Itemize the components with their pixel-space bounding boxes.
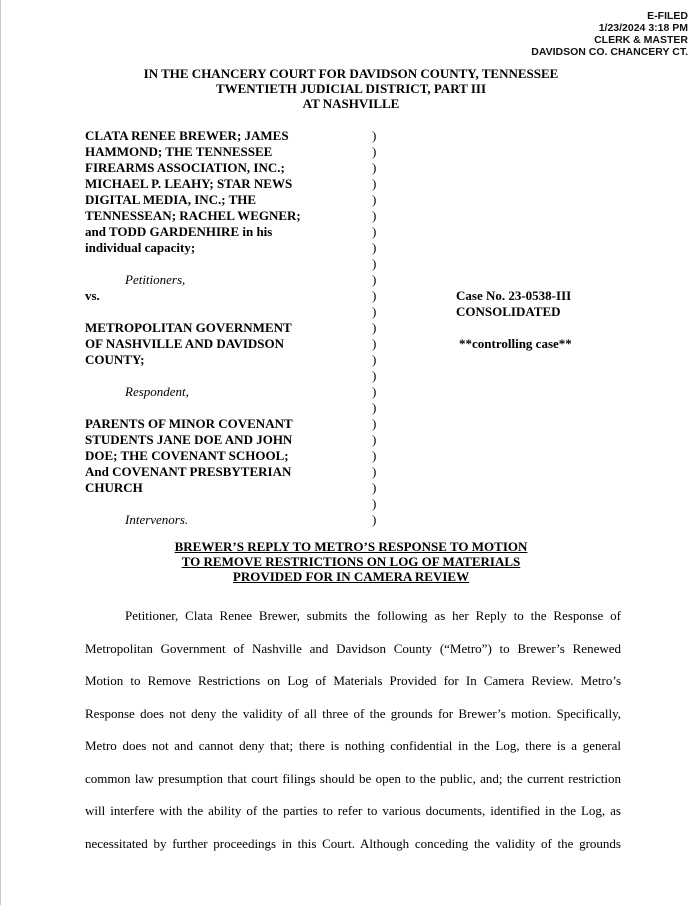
respondent-line: COUNTY; xyxy=(85,352,145,367)
spacer xyxy=(85,400,365,416)
caption-paren: ) xyxy=(372,432,377,447)
stamp-line: E-FILED xyxy=(647,10,688,22)
document-title-line: PROVIDED FOR IN CAMERA REVIEW xyxy=(232,569,470,584)
body-line: Petitioner, Clata Renee Brewer, submits the following as her Reply to the Response of xyxy=(125,608,621,623)
caption-paren: ) xyxy=(372,448,377,463)
spacer xyxy=(85,256,365,272)
petitioner-line: HAMMOND; THE TENNESSEE xyxy=(85,144,273,159)
caption-paren-column xyxy=(372,128,382,528)
body-line: common law presumption that court filings should be open to the public, and; the current restriction xyxy=(85,770,621,786)
caption-paren: ) xyxy=(372,288,377,303)
court-header-line: TWENTIETH JUDICIAL DISTRICT, PART III xyxy=(215,81,487,96)
caption-paren: ) xyxy=(372,352,377,367)
versus: vs. xyxy=(85,288,100,303)
caption-paren: ) xyxy=(372,336,377,351)
petitioner-line: DIGITAL MEDIA, INC.; THE xyxy=(85,192,257,207)
stamp-line: DAVIDSON CO. CHANCERY CT. xyxy=(531,46,688,58)
spacer xyxy=(85,368,365,384)
intervenor-line: PARENTS OF MINOR COVENANT xyxy=(85,416,293,431)
stamp-line: CLERK & MASTER xyxy=(594,34,688,46)
intervenor-line: STUDENTS JANE DOE AND JOHN xyxy=(85,432,293,447)
document-title-line: TO REMOVE RESTRICTIONS ON LOG OF MATERIALS xyxy=(181,554,521,569)
caption-paren: ) xyxy=(372,320,377,335)
controlling-case-label: **controlling case** xyxy=(459,336,572,351)
caption-paren: ) xyxy=(372,208,377,223)
body-line: Motion to Remove Restrictions on Log of Materials Provided for In Camera Review. Metro’s xyxy=(85,673,621,688)
parties-column xyxy=(85,128,365,528)
caption-paren: ) xyxy=(372,144,377,159)
document-title xyxy=(1,539,700,584)
caption-paren: ) xyxy=(372,192,377,207)
caption-paren: ) xyxy=(372,160,377,175)
caption-paren: ) xyxy=(372,128,377,143)
case-number-block xyxy=(456,288,571,320)
document-title-line: BREWER’S REPLY TO METRO’S RESPONSE TO MOTION xyxy=(174,539,528,554)
petitioner-line: MICHAEL P. LEAHY; STAR NEWS xyxy=(85,176,293,191)
petitioner-line: CLATA RENEE BREWER; JAMES xyxy=(85,128,289,143)
intervenor-line: DOE; THE COVENANT SCHOOL; xyxy=(85,448,289,463)
body-line: Response does not deny the validity of all three of the grounds for Brewer’s motion. Specifically, xyxy=(85,705,621,721)
petitioners-role: Petitioners, xyxy=(125,272,186,287)
court-header-line: IN THE CHANCERY COURT FOR DAVIDSON COUNTY, TENNESSEE xyxy=(143,66,559,81)
case-number: Case No. 23-0538-III xyxy=(456,288,572,303)
caption-paren: ) xyxy=(372,496,377,511)
body-line: necessitated by further proceedings in this Court. Although conceding the validity of the grounds xyxy=(85,835,621,851)
body-text xyxy=(85,600,621,860)
petitioner-line: TENNESSEAN; RACHEL WEGNER; xyxy=(85,208,301,223)
spacer xyxy=(85,496,365,512)
caption-paren: ) xyxy=(372,240,377,255)
intervenor-line: CHURCH xyxy=(85,480,143,495)
caption-paren: ) xyxy=(372,416,377,431)
caption-paren: ) xyxy=(372,368,377,383)
efiled-stamp xyxy=(531,10,688,58)
intervenor-line: And COVENANT PRESBYTERIAN xyxy=(85,464,292,479)
petitioner-line: individual capacity; xyxy=(85,240,196,255)
caption-paren: ) xyxy=(372,480,377,495)
caption-paren: ) xyxy=(372,400,377,415)
intervenors-role: Intervenors. xyxy=(125,512,189,527)
caption-paren: ) xyxy=(372,464,377,479)
spacer xyxy=(85,304,365,320)
caption-paren: ) xyxy=(372,224,377,239)
respondent-line: OF NASHVILLE AND DAVIDSON xyxy=(85,336,285,351)
petitioner-line: FIREARMS ASSOCIATION, INC.; xyxy=(85,160,285,175)
court-header-line: AT NASHVILLE xyxy=(302,96,400,111)
caption-paren: ) xyxy=(372,256,377,271)
caption-paren: ) xyxy=(372,512,377,527)
caption-paren: ) xyxy=(372,304,377,319)
petitioner-line: and TODD GARDENHIRE in his xyxy=(85,224,273,239)
body-line: Metro does not and cannot deny that; there is nothing confidential in the Log, there is a general xyxy=(85,738,621,753)
body-line: Metropolitan Government of Nashville and Davidson County (“Metro”) to Brewer’s Renewed xyxy=(85,640,621,656)
caption-paren: ) xyxy=(372,384,377,399)
caption-paren: ) xyxy=(372,176,377,191)
respondent-role: Respondent, xyxy=(125,384,189,399)
stamp-line: 1/23/2024 3:18 PM xyxy=(598,22,688,34)
respondent-line: METROPOLITAN GOVERNMENT xyxy=(85,320,292,335)
consolidated-label: CONSOLIDATED xyxy=(456,304,561,319)
court-header xyxy=(1,66,700,111)
body-line: will interfere with the ability of the parties to refer to various documents, identified in the Log, as xyxy=(85,803,621,818)
caption-paren: ) xyxy=(372,272,377,287)
